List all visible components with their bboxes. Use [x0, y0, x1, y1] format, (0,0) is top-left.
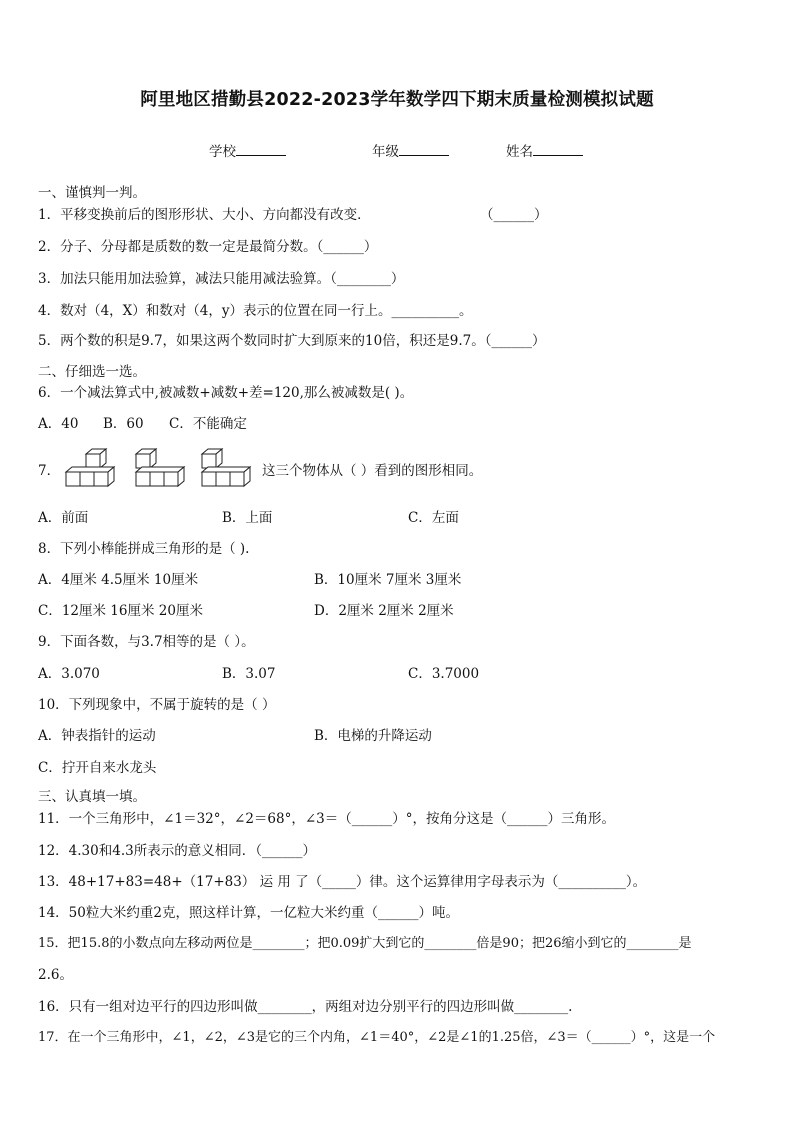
option-c: C．3.7000 — [408, 666, 480, 682]
grade-field — [372, 140, 449, 160]
question-5: 5．两个数的积是9.7，如果这两个数同时扩大到原来的10倍，积还是9.7。（______） — [38, 333, 546, 349]
name-blank[interactable] — [533, 155, 583, 156]
option-c: C．左面 — [408, 510, 459, 526]
question-10: 10．下列现象中，不属于旋转的是（ ） — [38, 697, 276, 713]
question-1-answer: （______） — [480, 207, 548, 223]
question-8: 8．下列小棒能拼成三角形的是（ ). — [38, 541, 250, 557]
question-3: 3．加法只能用加法验算，减法只能用减法验算。（________） — [38, 271, 405, 287]
question-2: 2．分子、分母都是质数的数一定是最简分数。（______） — [38, 239, 378, 255]
school-blank[interactable] — [236, 155, 286, 156]
option-d: D．2厘米 2厘米 2厘米 — [314, 603, 454, 619]
option-b: B．上面 — [222, 510, 273, 526]
option-c: C．不能确定 — [169, 416, 247, 432]
option-b: B．电梯的升降运动 — [314, 728, 432, 744]
question-11: 11．一个三角形中，∠1＝32°，∠2＝68°，∠3＝（______）°，按角分这是（______）三角形。 — [38, 811, 615, 827]
school-field — [209, 140, 286, 160]
cube-figure-1 — [64, 448, 122, 494]
section-heading: 二、仔细选一选。 — [38, 364, 146, 380]
section-heading: 一、谨慎判一判。 — [38, 185, 146, 201]
option-c: C．拧开自来水龙头 — [38, 760, 157, 776]
option-a: A．钟表指针的运动 — [38, 728, 156, 744]
school-label: 学校 — [209, 144, 236, 160]
section-heading: 三、认真填一填。 — [38, 789, 146, 805]
option-b: B．60 — [103, 416, 144, 432]
question-4: 4．数对（4，X）和数对（4，y）表示的位置在同一行上。__________。 — [38, 303, 473, 319]
option-c: C．12厘米 16厘米 20厘米 — [38, 603, 203, 619]
option-b: B．3.07 — [222, 666, 276, 682]
question-1-text: 1．平移变换前后的图形形状、大小、方向都没有改变． — [38, 207, 371, 223]
cube-figure-3 — [198, 448, 256, 494]
name-field — [506, 140, 583, 160]
question-12: 12．4.30和4.3所表示的意义相同．（______） — [38, 843, 316, 859]
option-a: A．前面 — [38, 510, 89, 526]
option-b: B．10厘米 7厘米 3厘米 — [314, 572, 462, 588]
option-a: A．3.070 — [38, 666, 100, 682]
question-14: 14．50粒大米约重2克，照这样计算，一亿粒大米约重（______）吨。 — [38, 905, 459, 921]
question-15: 15．把15.8的小数点向左移动两位是________；把0.09扩大到它的________倍是90；把26缩小到它的________是 — [38, 936, 692, 951]
grade-blank[interactable] — [399, 155, 449, 156]
option-a: A．40 — [38, 416, 79, 432]
cube-figure-2 — [130, 448, 188, 494]
question-7-number: 7． — [38, 463, 61, 479]
name-label: 姓名 — [506, 144, 533, 160]
question-6: 6．一个减法算式中,被减数+减数+差=120,那么被减数是( )。 — [38, 385, 414, 401]
page-title: 阿里地区措勤县2022-2023学年数学四下期末质量检测模拟试题 — [140, 90, 654, 110]
question-7-text: 这三个物体从（ ）看到的图形相同。 — [262, 463, 483, 479]
grade-label: 年级 — [372, 144, 399, 160]
question-17: 17．在一个三角形中，∠1，∠2，∠3是它的三个内角，∠1＝40°，∠2是∠1的1.25倍，∠3＝（______）°，这是一个 — [38, 1030, 716, 1045]
question-1 — [38, 207, 371, 223]
question-9: 9．下面各数，与3.7相等的是（ ）。 — [38, 634, 255, 650]
option-a: A．4厘米 4.5厘米 10厘米 — [38, 572, 199, 588]
question-15-continued: 2.6。 — [38, 967, 73, 983]
question-13: 13．48+17+83=48+（17+83） 运 用 了（_____）律。这个运算律用字母表示为（__________）。 — [38, 874, 647, 890]
question-16: 16．只有一组对边平行的四边形叫做________，两组对边分别平行的四边形叫做________. — [38, 999, 573, 1015]
